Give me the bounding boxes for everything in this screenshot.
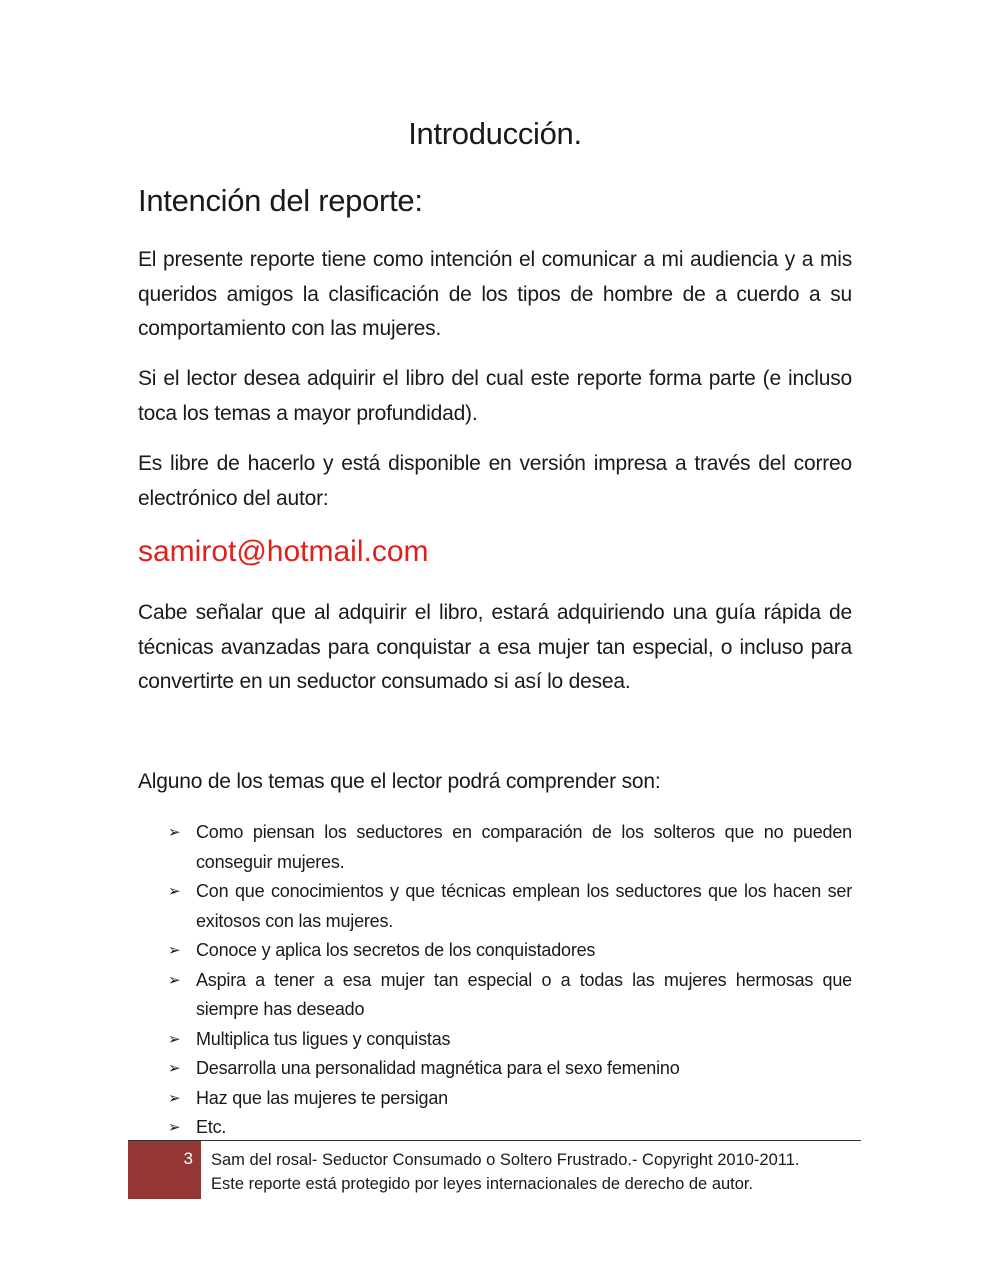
list-item-text: Etc. bbox=[196, 1117, 227, 1137]
list-item-text: Conoce y aplica los secretos de los conquistadores bbox=[196, 940, 596, 960]
list-item-text: Con que conocimientos y que técnicas emplean los seductores que los hacen ser exitosos con las mujeres. bbox=[196, 881, 852, 931]
arrow-bullet-icon: ➢ bbox=[168, 1089, 181, 1107]
list-item bbox=[168, 1113, 852, 1143]
footer-copyright bbox=[211, 1148, 861, 1196]
list-item-text: Aspira a tener a esa mujer tan especial o a todas las mujeres hermosas que siempre has deseado bbox=[196, 969, 852, 1019]
page-number-box bbox=[128, 1141, 201, 1199]
topics-list bbox=[168, 818, 852, 1143]
paragraph-guide: Cabe señalar que al adquirir el libro, estará adquiriendo una guía rápida de técnicas avanzadas para conquistar a esa mujer tan especial, o incluso para convertirte en un seductor consumado si así lo desea. bbox=[138, 601, 852, 693]
page-number: 3 bbox=[183, 1149, 193, 1168]
list-item bbox=[168, 966, 852, 1025]
page-title: Introducción. bbox=[408, 116, 582, 151]
list-item bbox=[168, 1054, 852, 1084]
footer-line-2: Este reporte está protegido por leyes internacionales de derecho de autor. bbox=[211, 1175, 754, 1193]
list-item-text: Como piensan los seductores en comparación de los solteros que no pueden conseguir mujeres. bbox=[196, 822, 852, 872]
section-heading: Intención del reporte: bbox=[138, 183, 423, 218]
list-item bbox=[168, 1084, 852, 1114]
arrow-bullet-icon: ➢ bbox=[168, 971, 181, 989]
list-item-text: Multiplica tus ligues y conquistas bbox=[196, 1028, 451, 1049]
arrow-bullet-icon: ➢ bbox=[168, 1060, 181, 1077]
list-item bbox=[168, 818, 852, 877]
author-email: samirot@hotmail.com bbox=[138, 535, 429, 568]
list-item-text: Haz que las mujeres te persigan bbox=[196, 1087, 448, 1108]
paragraph-book: Si el lector desea adquirir el libro del cual este reporte forma parte (e incluso toca los temas a mayor profundidad). bbox=[138, 367, 852, 425]
topics-intro: Alguno de los temas que el lector podrá comprender son: bbox=[138, 770, 661, 793]
arrow-bullet-icon: ➢ bbox=[168, 883, 181, 900]
list-item bbox=[168, 936, 852, 966]
footer-line-1: Sam del rosal- Seductor Consumado o Soltero Frustrado.- Copyright 2010-2011. bbox=[211, 1151, 800, 1169]
footer-divider bbox=[128, 1140, 861, 1141]
arrow-bullet-icon: ➢ bbox=[168, 1030, 181, 1048]
list-item bbox=[168, 877, 852, 936]
arrow-bullet-icon: ➢ bbox=[168, 824, 181, 841]
paragraph-intent: El presente reporte tiene como intención el comunicar a mi audiencia y a mis queridos amigos la clasificación de los tipos de hombre de a cuerdo a su comportamiento con las mujeres. bbox=[138, 248, 852, 340]
arrow-bullet-icon: ➢ bbox=[168, 942, 181, 959]
list-item bbox=[168, 1025, 852, 1055]
paragraph-availability: Es libre de hacerlo y está disponible en versión impresa a través del correo electrónico del autor: bbox=[138, 452, 852, 510]
list-item-text: Desarrolla una personalidad magnética para el sexo femenino bbox=[196, 1058, 680, 1078]
arrow-bullet-icon: ➢ bbox=[168, 1119, 181, 1136]
